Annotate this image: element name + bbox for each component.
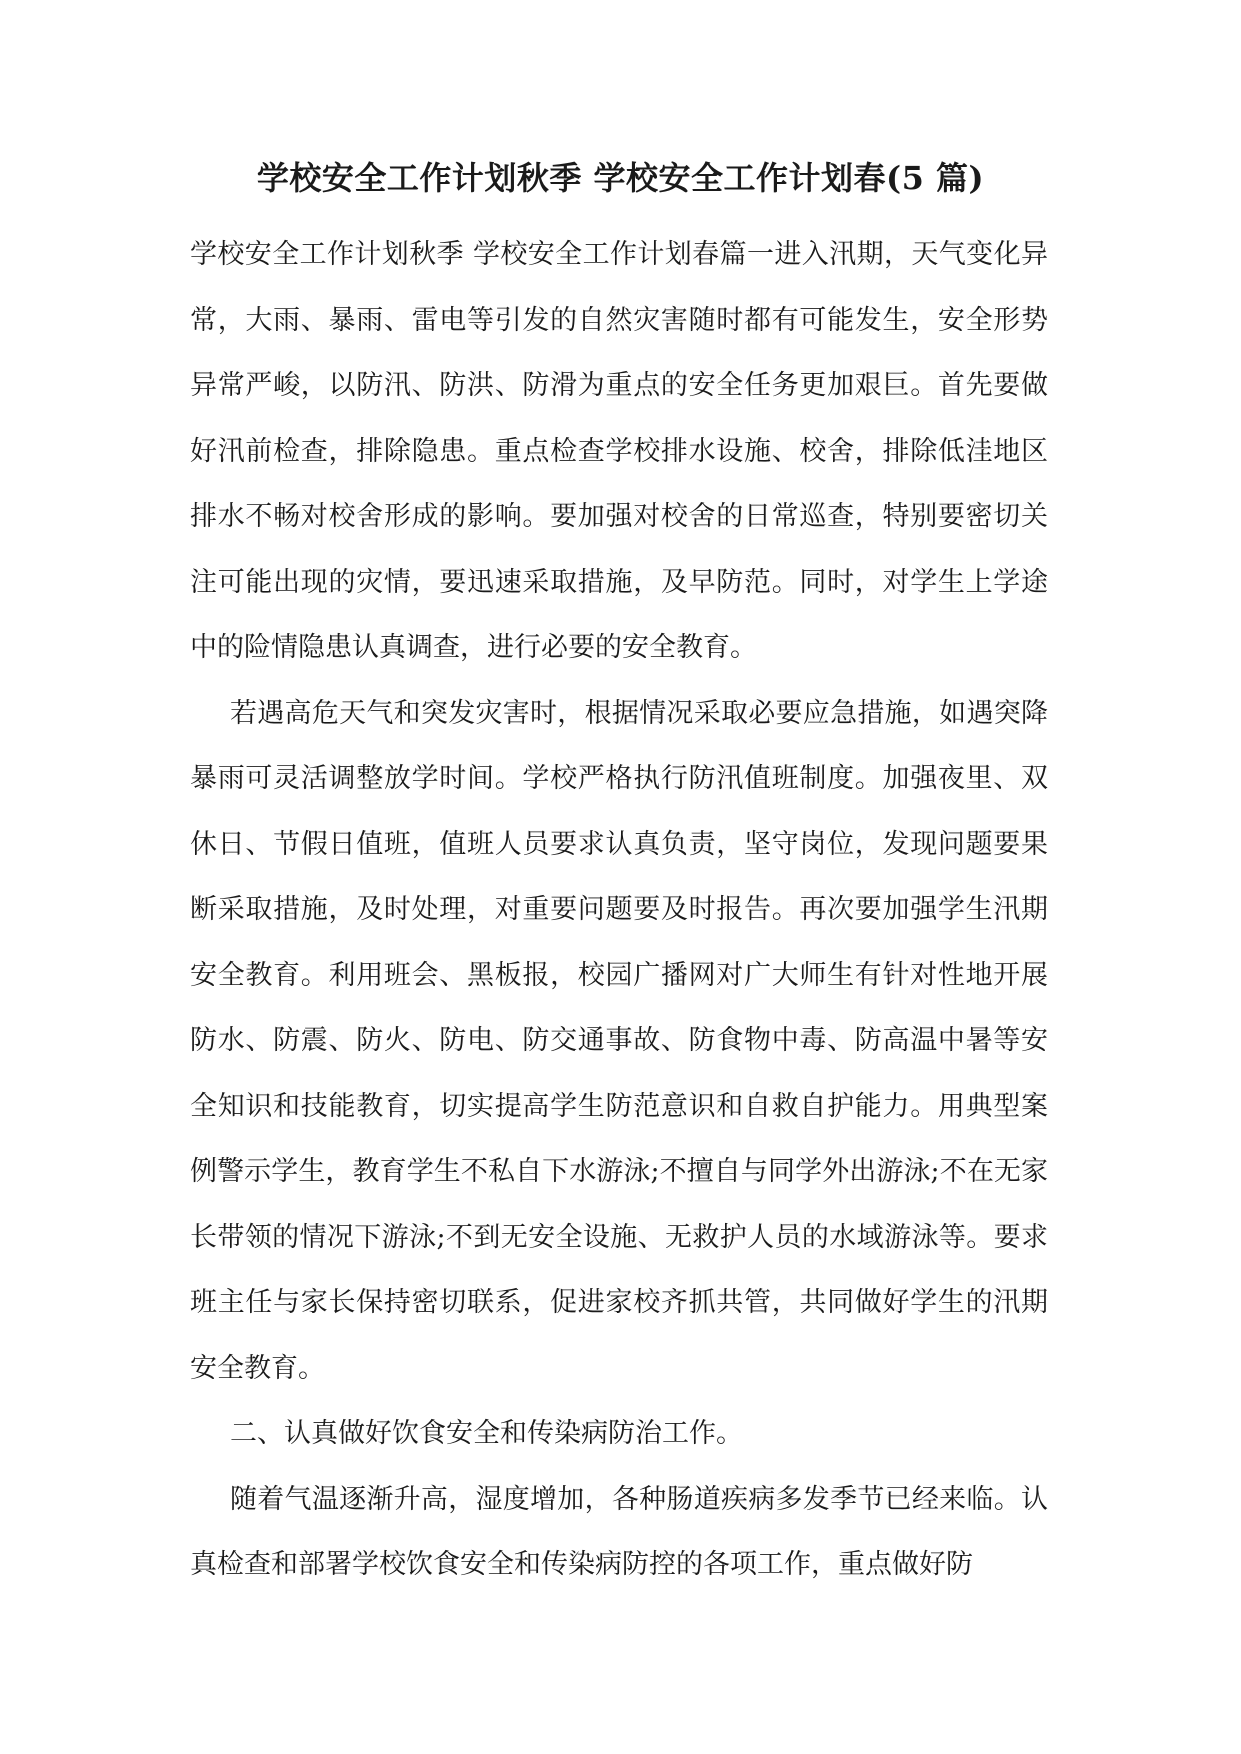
- section-heading-2: 二、认真做好饮食安全和传染病防治工作。: [230, 1418, 743, 1449]
- paragraph-1: 学校安全工作计划秋季 学校安全工作计划春篇一进入汛期，天气变化异常，大雨、暴雨、雷电等引发的自然灾害随时都有可能发生，安全形势异常严峻，以防汛、防洪、防滑为重点的安全任务更加艰巨。首先要做好汛前检查，排除隐患。重点检查学校排水设施、校舍，排除低洼地区排水不畅对校舍形成的影响。要加强对校舍的日常巡查，特别要密切关注可能出现的灾情，要迅速采取措施，及早防范。同时，对学生上学途中的险情隐患认真调查，进行必要的安全教育。: [190, 239, 1048, 663]
- document-body: [190, 222, 1048, 1598]
- paragraph-3: 随着气温逐渐升高，湿度增加，各种肠道疾病多发季节已经来临。认真检查和部署学校饮食安全和传染病防控的各项工作，重点做好防: [190, 1483, 1048, 1580]
- paragraph-2: 若遇高危天气和突发灾害时，根据情况采取必要应急措施，如遇突降暴雨可灵活调整放学时间。学校严格执行防汛值班制度。加强夜里、双休日、节假日值班，值班人员要求认真负责，坚守岗位，发现问题要果断采取措施，及时处理，对重要问题要及时报告。再次要加强学生汛期安全教育。利用班会、黑板报，校园广播网对广大师生有针对性地开展防水、防震、防火、防电、防交通事故、防食物中毒、防高温中暑等安全知识和技能教育，切实提高学生防范意识和自救自护能力。用典型案例警示学生，教育学生不私自下水游泳;不擅自与同学外出游泳;不在无家长带领的情况下游泳;不到无安全设施、无救护人员的水域游泳等。要求班主任与家长保持密切联系，促进家校齐抓共管，共同做好学生的汛期安全教育。: [190, 697, 1048, 1384]
- document-title: 学校安全工作计划秋季 学校安全工作计划春(5 篇): [256, 159, 985, 197]
